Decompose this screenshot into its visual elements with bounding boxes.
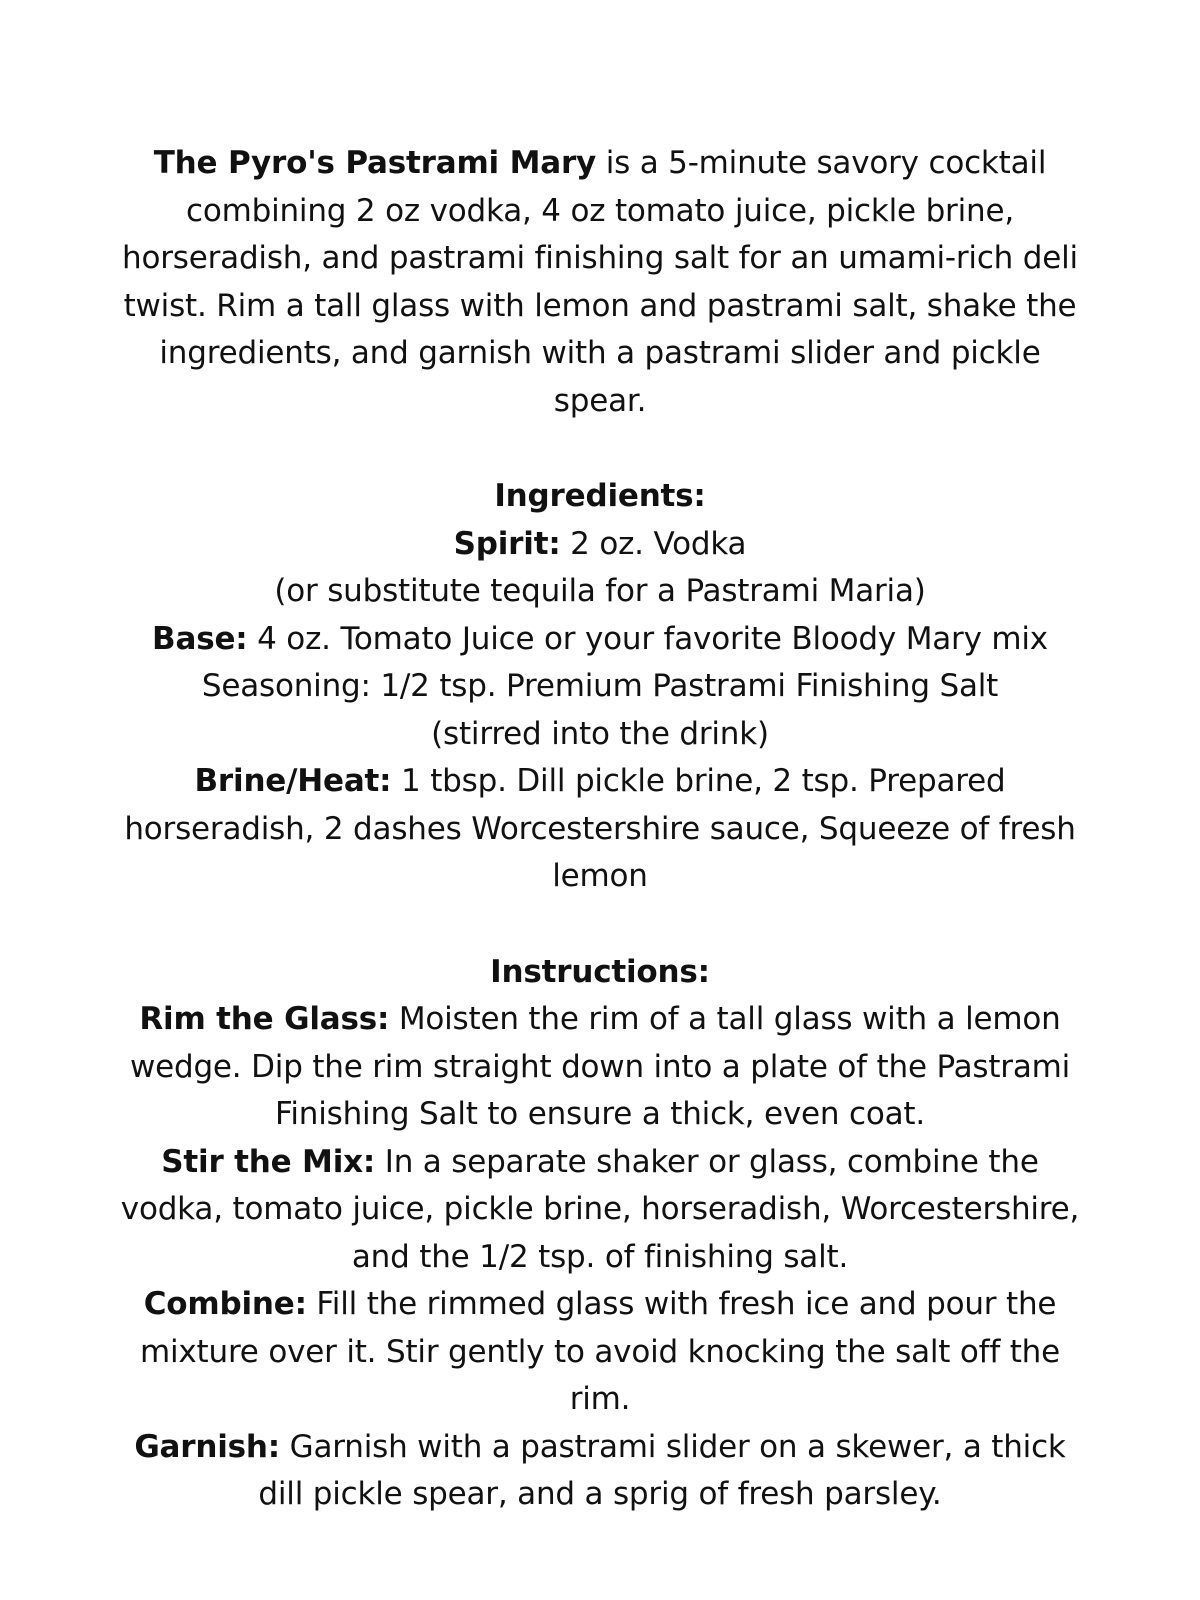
ingredient-seasoning: Seasoning: 1/2 tsp. Premium Pastrami Finishing Salt <box>201 668 999 704</box>
step-rim <box>120 996 1080 1139</box>
brine-text: 1 tbsp. Dill pickle brine, 2 tsp. Prepared horseradish, 2 dashes Worcestershire sauce, Squeeze of fresh lemon <box>124 763 1076 894</box>
base-text: 4 oz. Tomato Juice or your favorite Bloody Mary mix <box>247 620 1048 657</box>
ingredients-heading: Ingredients: <box>494 478 706 514</box>
ingredient-brine <box>120 758 1080 901</box>
combine-label: Combine: <box>143 1286 307 1322</box>
intro-paragraph <box>120 140 1080 425</box>
garnish-text: Garnish with a pastrami slider on a skewer, a thick dill pickle spear, and a sprig of fresh parsley. <box>258 1428 1066 1512</box>
ingredient-base <box>120 616 1080 664</box>
ingredient-spirit-note: (or substitute tequila for a Pastrami Maria) <box>274 573 926 609</box>
spacer <box>120 901 1080 949</box>
ingredient-seasoning-note: (stirred into the drink) <box>431 715 769 752</box>
garnish-label: Garnish: <box>134 1428 280 1465</box>
step-combine <box>120 1281 1080 1424</box>
spirit-label: Spirit: <box>453 525 561 562</box>
ingredients-section <box>120 473 1080 901</box>
instructions-heading: Instructions: <box>490 953 710 990</box>
spacer <box>120 425 1080 473</box>
step-stir <box>120 1139 1080 1282</box>
rim-text: Moisten the rim of a tall glass with a lemon wedge. Dip the rim straight down into a plate of the Pastrami Finishing Salt to ensure a thick, even coat. <box>129 1001 1071 1132</box>
combine-text: Fill the rimmed glass with fresh ice and pour the mixture over it. Stir gently to avoid knocking the salt off the rim. <box>139 1286 1061 1417</box>
stir-label: Stir the Mix: <box>161 1143 376 1180</box>
instructions-section <box>120 949 1080 1519</box>
step-garnish <box>120 1424 1080 1519</box>
brine-label: Brine/Heat: <box>194 763 392 799</box>
ingredient-spirit <box>120 521 1080 569</box>
intro-text: is a 5-minute savory cocktail combining 2 oz vodka, 4 oz tomato juice, pickle brine, horseradish, and pastrami finishing salt for an umami-rich deli twist. Rim a tall glass with lemon and pastrami salt, shake the ingredients, and garnish with a pastrami slider and pickle spear. <box>122 145 1078 419</box>
spirit-text: 2 oz. Vodka <box>560 525 747 562</box>
rim-label: Rim the Glass: <box>139 1001 390 1037</box>
base-label: Base: <box>152 620 248 657</box>
stir-text: In a separate shaker or glass, combine the vodka, tomato juice, pickle brine, horseradish, Worcestershire, and the 1/2 tsp. of finishing salt. <box>120 1143 1080 1275</box>
recipe-title: The Pyro's Pastrami Mary <box>153 145 597 181</box>
recipe-document <box>120 140 1080 1519</box>
